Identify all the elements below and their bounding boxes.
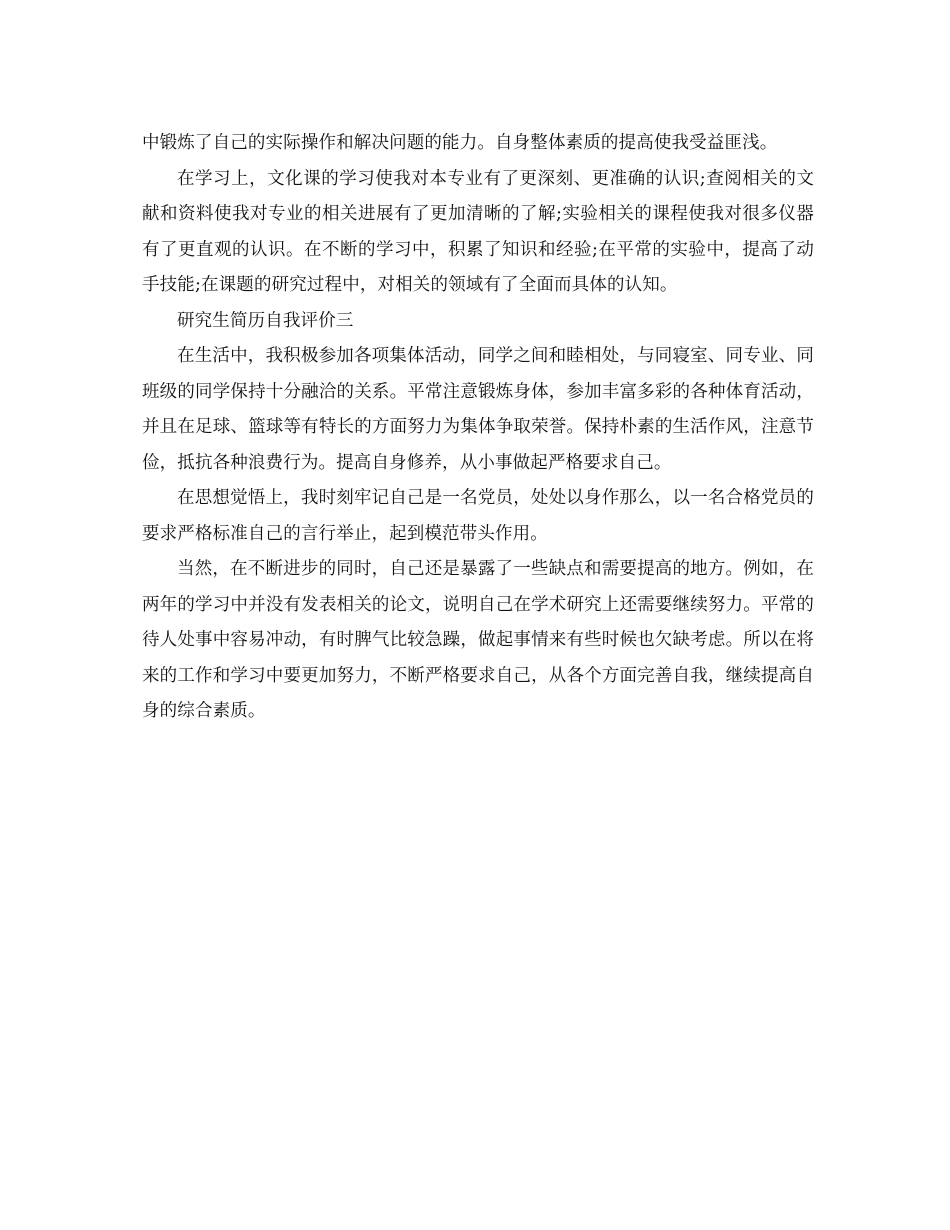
paragraph-study: 在学习上，文化课的学习使我对本专业有了更深刻、更准确的认识;查阅相关的文献和资料使我对专业的相关进展有了更加清晰的了解;实验相关的课程使我对很多仪器有了更直观的认识。在不断的学习中，积累了知识和经验;在平常的实验中，提高了动手技能;在课题的研究过程中，对相关的领域有了全面而具体的认知。 bbox=[142, 168, 814, 295]
paragraph-continuation: 中锻炼了自己的实际操作和解决问题的能力。自身整体素质的提高使我受益匪浅。 bbox=[142, 133, 778, 153]
section-heading: 研究生简历自我评价三 bbox=[177, 310, 354, 331]
paragraph-ideology: 在思想觉悟上，我时刻牢记自己是一名党员，处处以身作那么，以一名合格党员的要求严格标准自己的言行举止，起到模范带头作用。 bbox=[142, 488, 814, 544]
paragraph-shortcomings: 当然，在不断进步的同时，自己还是暴露了一些缺点和需要提高的地方。例如，在两年的学习中并没有发表相关的论文，说明自己在学术研究上还需要继续努力。平常的待人处事中容易冲动，有时脾气比较急躁，做起事情来有些时候也欠缺考虑。所以在将来的工作和学习中要更加努力，不断严格要求自己，从各个方面完善自我，继续提高自身的综合素质。 bbox=[142, 559, 814, 721]
document-body bbox=[142, 126, 814, 730]
paragraph-life: 在生活中，我积极参加各项集体活动，同学之间和睦相处，与同寝室、同专业、同班级的同学保持十分融洽的关系。平常注意锻炼身体，参加丰富多彩的各种体育活动，并且在足球、篮球等有特长的方面努力为集体争取荣誉。保持朴素的生活作风，注意节俭，抵抗各种浪费行为。提高自身修养，从小事做起严格要求自己。 bbox=[142, 346, 814, 473]
